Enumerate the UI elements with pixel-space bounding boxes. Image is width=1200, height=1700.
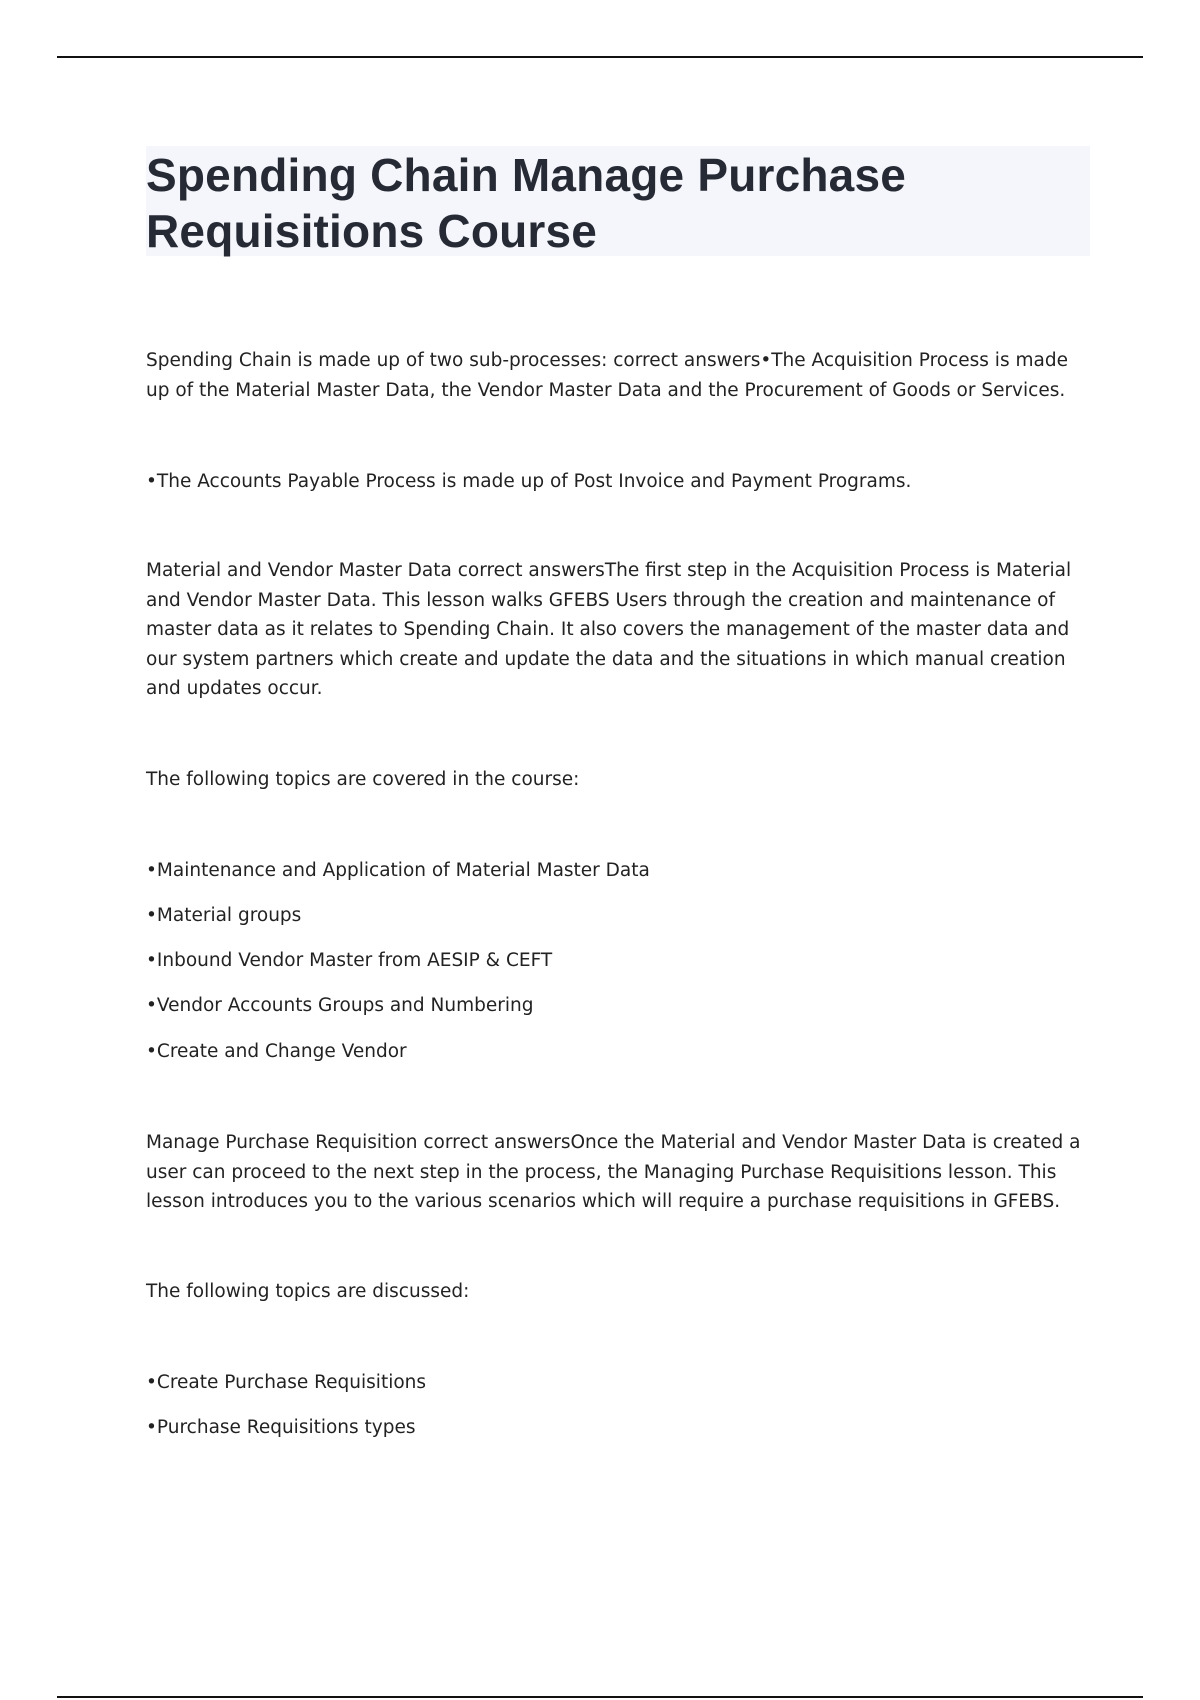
paragraph-master-data: Material and Vendor Master Data correct answersThe first step in the Acquisition Process is Material and Vendor Master Data. This lesson walks GFEBS Users through the creation and maintenance of master data as it relates to Spending Chain. It also covers the management of the master data and our system partners which create and update the data and the situations in which manual creation and updates occur. <box>146 560 1072 699</box>
paragraph-purchase-requisition: Manage Purchase Requisition correct answersOnce the Material and Vendor Master Data is created a user can proceed to the next step in the process, the Managing Purchase Requisitions lesson. This lesson introduces you to the various scenarios which will require a purchase requisitions in GFEBS. <box>146 1132 1081 1212</box>
header-rule <box>57 56 1143 58</box>
list-item: •Maintenance and Application of Material Master Data <box>146 860 650 881</box>
paragraph-topics-intro: The following topics are covered in the course: <box>146 769 580 790</box>
list-item: •Create Purchase Requisitions <box>146 1372 427 1393</box>
paragraph-spending-chain: Spending Chain is made up of two sub-processes: correct answers•The Acquisition Process is made up of the Material Master Data, the Vendor Master Data and the Procurement of Goods or Services. <box>146 350 1068 401</box>
list-item: •Material groups <box>146 905 302 926</box>
paragraph-discussed-intro: The following topics are discussed: <box>146 1281 470 1302</box>
list-item: •Inbound Vendor Master from AESIP & CEFT <box>146 950 553 971</box>
footer-rule <box>57 1696 1143 1698</box>
paragraph-accounts-payable: •The Accounts Payable Process is made up of Post Invoice and Payment Programs. <box>146 471 912 492</box>
list-item: •Create and Change Vendor <box>146 1041 407 1062</box>
list-item: •Purchase Requisitions types <box>146 1417 416 1438</box>
list-item: •Vendor Accounts Groups and Numbering <box>146 995 534 1016</box>
document-title: Spending Chain Manage Purchase Requisitions Course <box>146 149 907 257</box>
